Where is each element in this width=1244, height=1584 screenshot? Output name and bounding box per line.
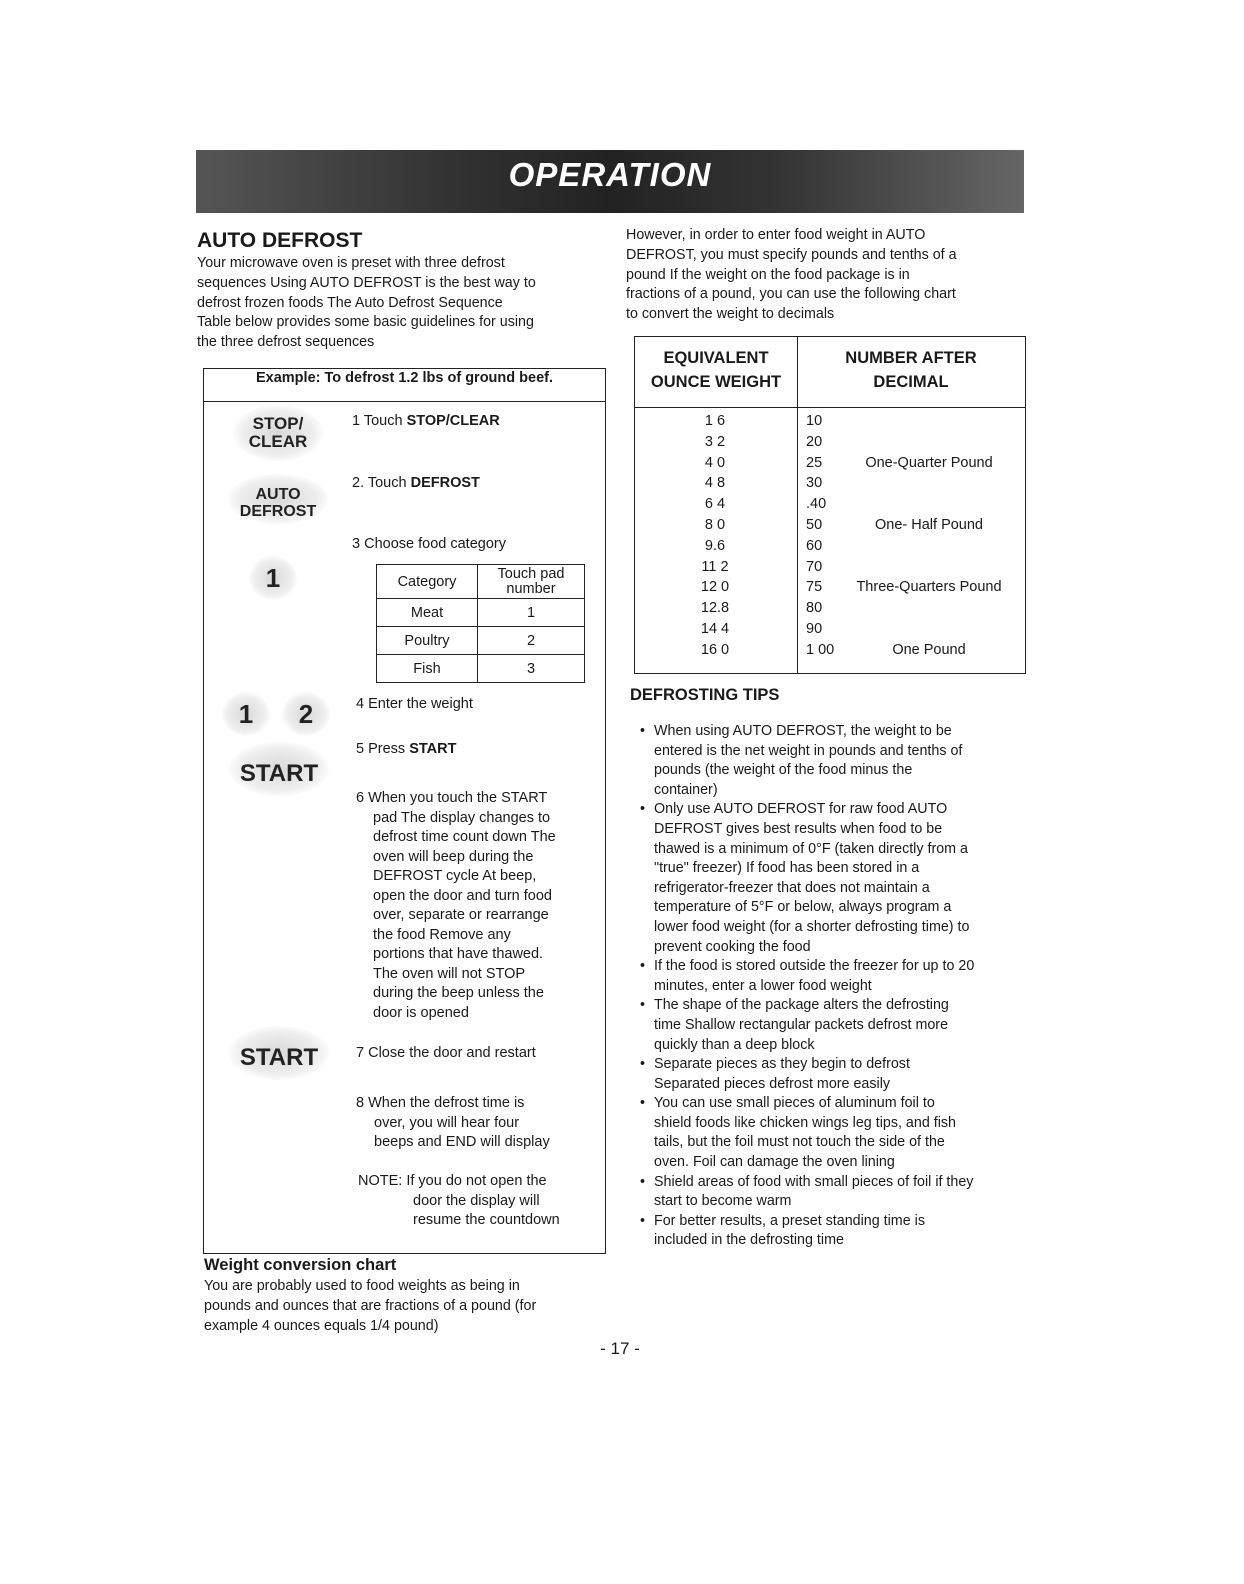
stop-clear-pad-icon [233, 405, 323, 461]
step-7: 7 Close the door and restart [356, 1045, 536, 1061]
step-4: 4 Enter the weight [356, 696, 473, 712]
decimal-cell: 70 [806, 558, 823, 575]
table-row [377, 655, 585, 683]
step-text: 5 Press [356, 741, 410, 757]
pad-label: CLEAR [248, 432, 308, 451]
step-line: The oven will not STOP [373, 965, 526, 982]
pad-one-icon: 1 [222, 692, 270, 736]
decimal-cell: 80 [806, 600, 823, 617]
header-line: Touch pad [497, 565, 565, 582]
tip-line: DEFROST gives best results when food to be [654, 820, 943, 837]
header-touch-pad [478, 565, 585, 599]
header-divider [635, 407, 1025, 408]
header-number-after-decimal [797, 346, 1025, 394]
intro-line: Table below provides some basic guidelines for using [197, 314, 534, 331]
decimal-cell: 90 [806, 621, 823, 637]
weight-conversion-text [204, 1277, 536, 1336]
number-cell: 3 [478, 655, 585, 683]
step-line: 6 When you touch the START [356, 790, 548, 806]
tip-line: prevent cooking the food [654, 938, 811, 955]
tip-line: quickly than a deep block [654, 1036, 815, 1053]
fraction-note: One- Half Pound [874, 517, 983, 533]
intro-line: defrost frozen foods The Auto Defrost Sequence [197, 294, 503, 311]
decimal-cell: 20 [806, 433, 823, 450]
step-line: defrost time count down The [373, 829, 556, 845]
tip-line: • Shield areas of food with small pieces of foil if they [654, 1173, 974, 1190]
step-line: beeps and END will display [374, 1134, 550, 1150]
ounce-cell: 3 2 [704, 433, 726, 450]
category-cell: Poultry [377, 627, 478, 655]
header-line: number [506, 580, 556, 597]
category-table [376, 564, 585, 683]
pad-two-icon: 2 [282, 692, 330, 736]
step-line: oven will beep during the [373, 848, 534, 865]
tip-item [636, 722, 1031, 800]
tip-line: pounds (the weight of the food minus the [654, 762, 913, 779]
decimal-cell: .40 [806, 496, 827, 513]
step-key: START [409, 741, 457, 757]
page-number: - 17 - [600, 1339, 640, 1358]
step-line: 8 When the defrost time is [356, 1095, 525, 1111]
tip-line: • Separate pieces as they begin to defrost [654, 1056, 910, 1073]
step-8 [356, 1094, 550, 1153]
decimal-cell: 1 00 [806, 641, 835, 658]
header-line: NUMBER AFTER [845, 349, 977, 367]
tip-item [636, 957, 1031, 996]
fraction-note: Three-Quarters Pound [856, 579, 1002, 596]
note-line: If you do not open the [406, 1173, 547, 1189]
ounce-cell: 12.8 [700, 600, 730, 617]
number-cell: 2 [478, 627, 585, 655]
tip-item [636, 1094, 1031, 1172]
defrosting-tips-list [636, 722, 1031, 1251]
text-line: pounds and ounces that are fractions of a pound (for [204, 1297, 537, 1314]
text-line: However, in order to enter food weight in AUTO [626, 227, 926, 243]
decimal-cell: 30 [806, 475, 823, 492]
intro-line: Your microwave oven is preset with three defrost [197, 255, 505, 271]
decimal-cell: 25 [806, 454, 823, 471]
text-line: fractions of a pound, you can use the following chart [626, 286, 956, 303]
step-6 [356, 789, 556, 1023]
tip-line: oven. Foil can damage the oven lining [654, 1154, 895, 1171]
start-pad-icon: START [229, 1026, 329, 1080]
step-key: DEFROST [410, 475, 480, 491]
intro-line: the three defrost sequences [197, 334, 375, 351]
tip-line: container) [654, 781, 718, 798]
tip-item [636, 1055, 1031, 1094]
tip-item [636, 1212, 1031, 1251]
example-title: Example: To defrost 1.2 lbs of ground beef. [204, 369, 605, 402]
note-label: NOTE: [358, 1173, 403, 1189]
tip-line: • For better results, a preset standing time is [654, 1212, 925, 1229]
step-1 [352, 412, 500, 432]
decimal-cell: 10 [806, 413, 823, 429]
note-line: resume the countdown [413, 1212, 560, 1228]
ounce-cell: 14 4 [700, 621, 730, 637]
tip-line: entered is the net weight in pounds and tenths of [654, 742, 963, 759]
ounce-cell: 4 8 [704, 475, 726, 492]
table-header-row [377, 565, 585, 599]
tip-line: • When using AUTO DEFROST, the weight to be [654, 723, 952, 739]
pad-label: AUTO [255, 486, 301, 503]
tip-line: thawed is a minimum of 0°F (taken directly from a [654, 840, 969, 857]
tip-line: start to become warm [654, 1193, 792, 1210]
tip-item [636, 996, 1031, 1055]
tip-line: minutes, enter a lower food weight [654, 977, 872, 994]
header-line: DECIMAL [873, 373, 949, 391]
step-line: over, separate or rearrange [373, 907, 549, 923]
tip-line: tails, but the foil must not touch the side of the [654, 1134, 945, 1151]
weight-conversion-heading: Weight conversion chart [204, 1256, 397, 1274]
step-line: portions that have thawed. [373, 946, 544, 962]
text-line: to convert the weight to decimals [626, 306, 835, 323]
text-line: example 4 ounces equals 1/4 pound) [204, 1317, 439, 1334]
note-line: door the display will [413, 1193, 540, 1209]
header-line: EQUIVALENT [663, 349, 769, 367]
step-key: STOP/CLEAR [406, 413, 500, 429]
tip-line: Separated pieces defrost more easily [654, 1075, 891, 1092]
step-line: open the door and turn food [373, 887, 552, 904]
step-line: pad The display changes to [373, 809, 551, 826]
tip-line: • The shape of the package alters the defrosting [654, 997, 949, 1014]
step-3: 3 Choose food category [352, 536, 506, 552]
table-row [377, 599, 585, 627]
step-2 [352, 474, 480, 494]
tip-line: "true" freezer) If food has been stored in a [654, 860, 920, 877]
tip-item [636, 1173, 1031, 1212]
tip-line: included in the defrosting time [654, 1232, 844, 1249]
header-line: OUNCE WEIGHT [650, 373, 782, 391]
table-row [377, 627, 585, 655]
text-line: You are probably used to food weights as being in [204, 1278, 520, 1294]
step-line: the food Remove any [373, 926, 511, 943]
tip-line: time Shallow rectangular packets defrost more [654, 1016, 949, 1033]
tip-line: shield foods like chicken wings leg tips, and fish [654, 1114, 956, 1131]
ounce-cell: 11 2 [701, 558, 729, 575]
number-cell: 1 [478, 599, 585, 627]
pad-label: STOP/ [252, 414, 304, 433]
header-ounce-weight [635, 346, 797, 394]
note [358, 1172, 547, 1192]
tip-line: • If the food is stored outside the freezer for up to 20 [654, 958, 975, 975]
ounce-cell: 16 0 [700, 641, 730, 658]
category-cell: Meat [377, 599, 478, 627]
ounce-cell: 8 0 [704, 517, 726, 533]
category-cell: Fish [377, 655, 478, 683]
text-line: DEFROST, you must specify pounds and tenths of a [626, 246, 957, 263]
tip-item [636, 800, 1031, 957]
ounce-cell: 12 0 [700, 579, 730, 596]
pad-one-icon: 1 [249, 556, 297, 600]
auto-defrost-intro [197, 254, 536, 353]
auto-defrost-heading: AUTO DEFROST [197, 229, 363, 252]
text-line: pound If the weight on the food package is in [626, 266, 910, 283]
step-line: during the beep unless the [373, 985, 544, 1001]
header-category: Category [377, 565, 478, 599]
ounce-cell: 9.6 [704, 537, 726, 554]
fraction-note: One-Quarter Pound [865, 454, 993, 471]
ounce-cell: 6 4 [704, 496, 726, 513]
tip-line: lower food weight (for a shorter defrosting time) to [654, 918, 970, 935]
decimal-cell: 75 [806, 579, 823, 596]
page-title: OPERATION [508, 156, 712, 193]
header-banner [196, 150, 1024, 213]
right-intro [626, 226, 957, 325]
step-line: DEFROST cycle At beep, [373, 868, 537, 884]
auto-defrost-pad-icon [228, 474, 328, 524]
ounce-cell: 1 6 [704, 413, 726, 429]
pad-label: DEFROST [239, 503, 317, 520]
start-pad-icon: START [229, 742, 329, 796]
ounce-cell: 4 0 [704, 454, 726, 471]
defrosting-tips-heading: DEFROSTING TIPS [630, 686, 780, 704]
step-text: 1 Touch [352, 413, 407, 429]
step-5 [356, 740, 456, 760]
tip-line: refrigerator-freezer that does not maintain a [654, 879, 930, 896]
tip-line: • You can use small pieces of aluminum foil to [654, 1095, 935, 1112]
decimal-cell: 50 [806, 517, 823, 533]
tip-line: temperature of 5°F or below, always program a [654, 899, 952, 916]
tip-line: • Only use AUTO DEFROST for raw food AUTO [654, 801, 948, 818]
step-line: door is opened [373, 1004, 469, 1021]
step-text: 2. Touch [352, 475, 411, 491]
step-line: over, you will hear four [374, 1114, 520, 1131]
intro-line: sequences Using AUTO DEFROST is the best way to [197, 274, 536, 291]
fraction-note: One Pound [892, 641, 966, 658]
decimal-cell: 60 [806, 537, 823, 554]
